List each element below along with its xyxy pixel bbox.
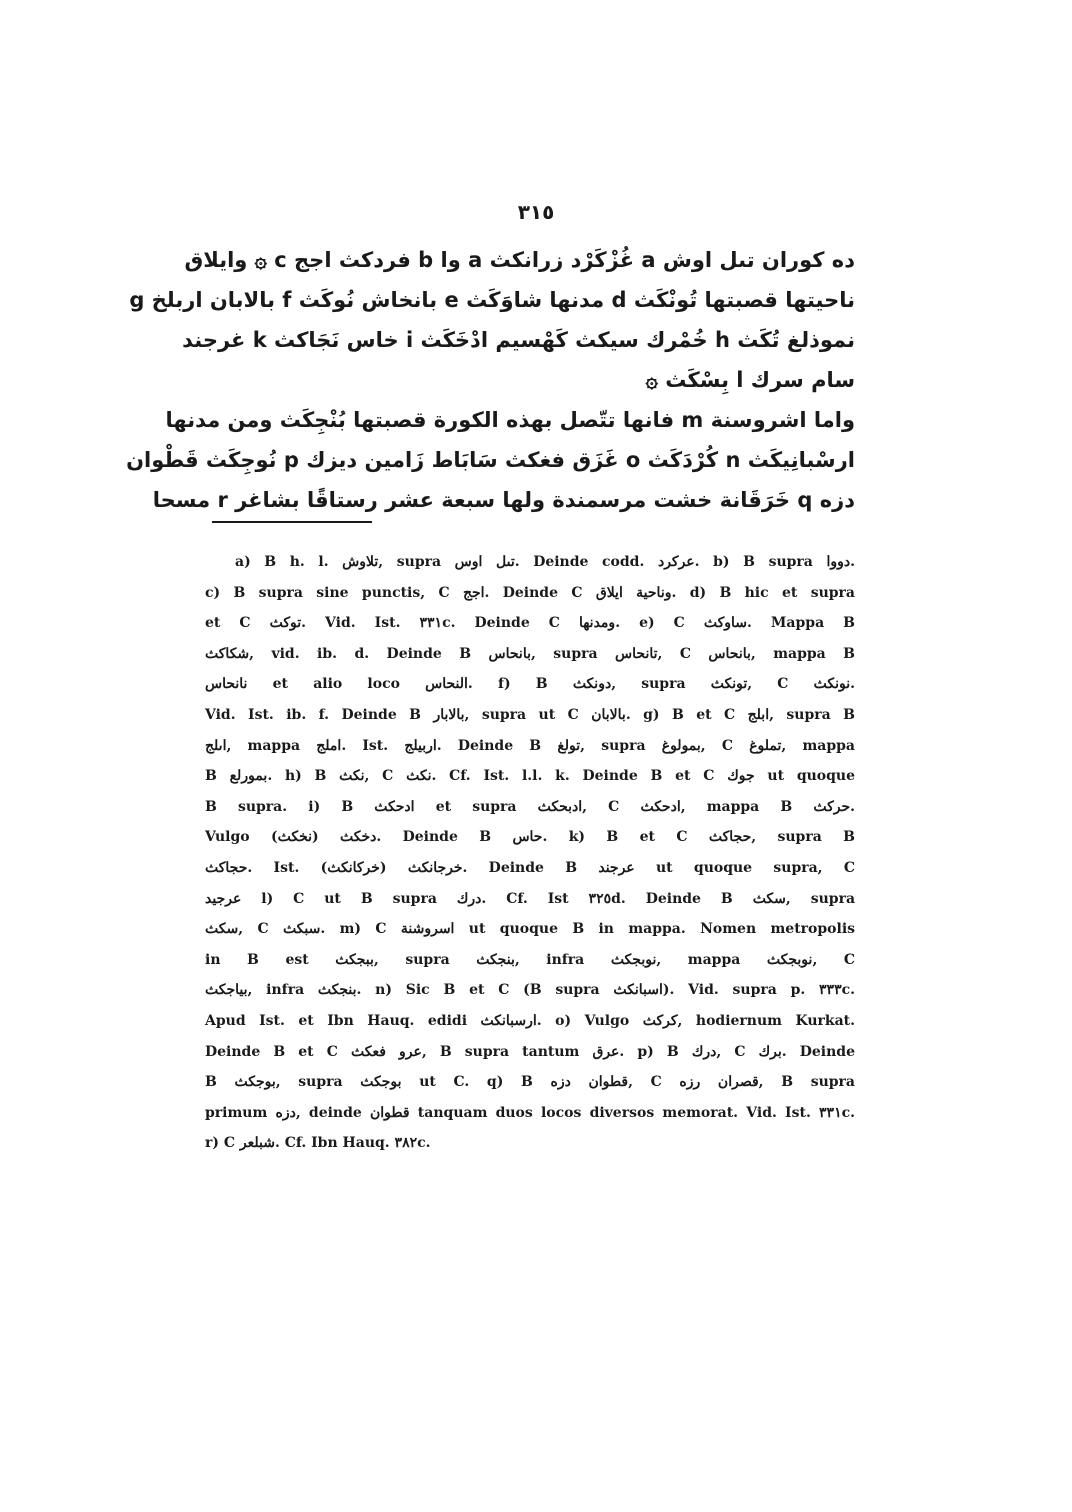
footnote-line: نانحاس et alio loco النحاس. f) B دونكث, supra تونكث, C نونكث. — [205, 676, 856, 693]
arabic-line: نموذلغ تُكَث h خُمْرك سيكث كَهْسيم ادْخَكَث i خاس نَجَاكث k غرجند — [182, 328, 855, 352]
arabic-line: ارسْبانِيكَث n كُرْدَكَث o غَزَق فغكث سَابَاط زَامين ديزك p نُوجِكَث قَطْوان — [126, 448, 855, 472]
footnote-line: سكث, C سبكث. m) C اسروشنة ut quoque B in mappa. Nomen metropolis — [205, 921, 856, 938]
page-number: ٣١٥ — [517, 200, 555, 224]
arabic-line: واما اشروسنة m فانها تتّصل بهذه الكورة قصبتها بُنْجِكَث ومن مدنها — [165, 408, 855, 432]
footnote-line: عرجيد l) C ut B supra درك. Cf. Ist ٣٢٥d. Deinde B سكث, supra — [205, 890, 856, 907]
footnote-line: Apud Ist. et Ibn Hauq. edidi ارسبانكث. o) Vulgo كركث, hodiernum Kurkat. — [205, 1012, 855, 1029]
footnote-line: Deinde B et C عرو فعكث, B supra tantum عرق. p) B درك, C برك. Deinde — [205, 1043, 855, 1060]
footnote-line: c) B supra sine punctis, C اجج. Deinde C وناحية ايلاق. d) B hic et supra — [205, 584, 855, 601]
arabic-line: دە كوران تىل اوش a غُزْكَرْد زرانكث a وا b فردكث اجج c ۞ وايلاق — [184, 248, 855, 272]
arabic-line: سام سرك l بِسْكَث ۞ — [645, 368, 855, 392]
footnote-line: et C توكث. Vid. Ist. ٣٣١c. Deinde C ومدنها. e) C ساوكث. Mappa B — [205, 615, 856, 632]
footnote-line: Vid. Ist. ib. f. Deinde B بالابار, supra ut C بالابان. g) B et C ابلج, supra B — [205, 706, 855, 723]
footnote-line: Vulgo دخكث (نخكث). Deinde B حاس. k) B et C حجاكث, supra B — [205, 829, 855, 846]
footnote-line: a) B h. l. تلاوش, supra تىل اوس. Deinde codd. عركرد. b) B supra دووا. — [235, 554, 855, 570]
footnote-line: in B est ببجكث, supra بنجكث, infra نوبجكث, mappa نوبجكث, C — [205, 951, 856, 968]
arabic-line: دزه q خَرَقَانة خشت مرسمندة ولها سبعة عشر رستاقًا بشاغر r مسحا — [152, 488, 855, 512]
footnote-line: B بمورلع. h) B نكث, C نكث. Cf. Ist. l.l. k. Deinde B et C جوك ut quoque — [205, 768, 855, 785]
footnote-line: بياجكث, infra بنجكث. n) Sic B et C (B supra اسبانكث). Vid. supra p. ٣٣٣c. — [205, 982, 855, 999]
arabic-main-text — [126, 240, 855, 520]
footnote-divider — [212, 521, 372, 523]
arabic-line: ناحيتها قصبتها تُونْكَث d مدنها شاوَكَث e بانخاش نُوكَث f بالابان اربلخ g — [129, 288, 855, 312]
footnote-line: primum دزه, deinde قطوان tanquam duos locos diversos memorat. Vid. Ist. ٣٣١c. — [205, 1104, 855, 1121]
footnote-line: r) C شبلعر. Cf. Ibn Hauq. ٣٨٢c. — [205, 1135, 431, 1152]
footnote-line: B بوجكث, supra بوجكث ut C. q) B قطوان دزه, C قصران رزه, B supra — [205, 1074, 855, 1091]
footnote-line: شكاكث, vid. ib. d. Deinde B بانحاس, supra تانحاس, C بانحاس, mappa B — [205, 645, 856, 662]
footnote-line: B supra. i) B ادحكث et supra ادبحكث, C ادحكث, mappa B حركث. — [205, 798, 856, 815]
footnotes — [205, 547, 855, 1159]
footnote-line: حجاكث. Ist. خرجانكث (خركانكث). Deinde B عرجند ut quoque supra, C — [205, 859, 855, 876]
footnote-line: اىلج, mappa املج. Ist. اربيلج. Deinde B تولغ, supra بمولوغ, C تملوغ, mappa — [205, 737, 855, 754]
